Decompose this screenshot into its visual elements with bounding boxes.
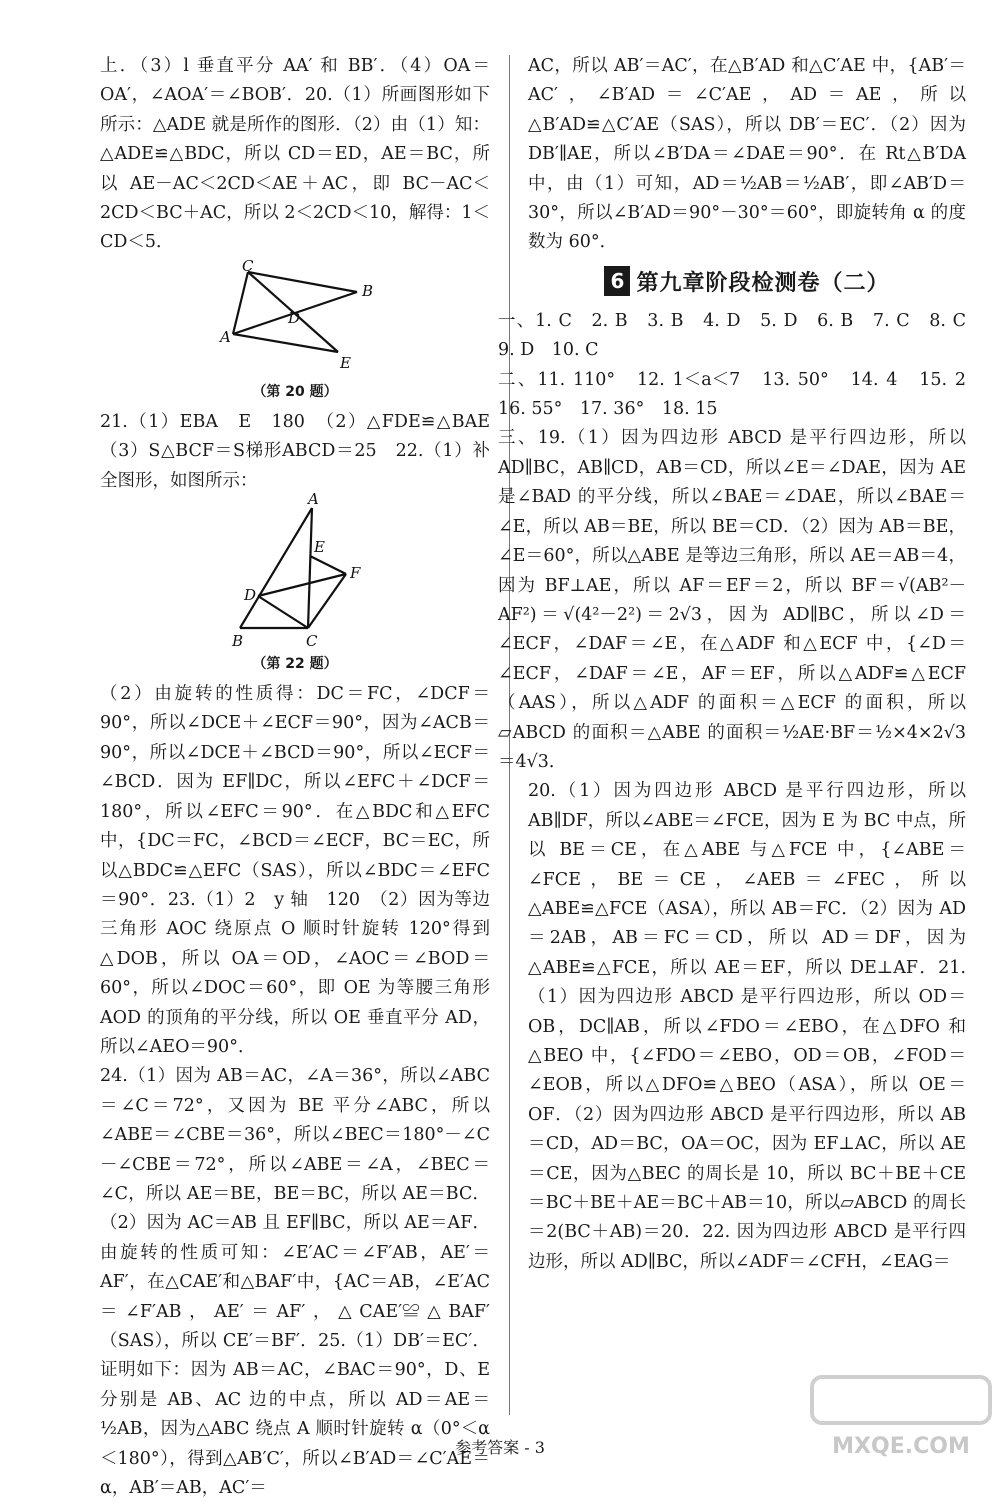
figure-22: [100, 490, 490, 652]
answer-text-left-3: （2）由旋转的性质得：DC＝FC，∠DCF＝90°，所以∠DCE＋∠ECF＝90°，因为∠ACB＝90°，所以∠DCE＋∠BCD＝90°，所以∠ECF＝∠BCD．因为 EF∥DC，所以∠EFC＋∠DCF＝180°，所以∠EFC＝90°．在△BDC和△EFC 中，{DC＝FC，∠BCD＝∠ECF，BC＝EC，所以△BDC≌△EFC（SAS），所以∠BDC＝∠EFC＝90°．23.（1）2 y 轴 120 （2）因为等边三角形 AOC 绕原点 O 顺时针旋转 120°得到△DOB，所以 OA＝OD，∠AOC＝∠BOD＝60°，所以∠DOC＝60°，即 OE 为等腰三角形 AOD 的顶角的平分线，所以 OE 垂直平分 AD，所以∠AEO＝90°．: [100, 684, 490, 1057]
answer-text-left-4: 24.（1）因为 AB＝AC，∠A＝36°，所以∠ABC＝∠C＝72°，又因为 BE 平分∠ABC，所以∠ABE＝∠CBE＝36°，所以∠BEC＝180°－∠C－∠CBE＝72°，所以∠ABE＝∠A，∠BEC＝∠C，所以 AE＝BE，BE＝BC，所以 AE＝BC．（2）因为 AC＝AB 且 EF∥BC，所以 AE＝AF．由旋转的性质可知：∠E′AC＝∠F′AB，AE′＝AF′，在△CAE′和△BAF′中，{AC＝AB，∠E′AC＝∠F′AB，AE′＝AF′，△CAE′≌△BAF′（SAS），所以 CE′＝BF′．25.（1）DB′＝EC′．证明如下：因为 AB＝AC，∠BAC＝90°，D、E 分别是 AB、AC 边的中点，所以 AD＝AE＝½AB，因为△ABC 绕点 A 顺时针旋转 α（0°＜α＜180°），得到△AB′C′，所以∠B′AD＝∠C′AE＝α，AB′＝AB，AC′＝: [100, 1066, 490, 1499]
fig22-label-B: B: [232, 632, 244, 651]
watermark-logo: [808, 1373, 994, 1461]
page-footer: 参考答案 - 3: [455, 1438, 545, 1457]
figure-20: [100, 256, 490, 380]
left-column: [100, 52, 490, 1503]
fig22-label-C: C: [306, 632, 318, 651]
fig22-label-E: E: [314, 538, 325, 557]
answers-part-2: 二、11. 110° 12. 1＜a＜7 13. 50° 14. 4 15. 2 16. 55° 17. 36° 18. 15: [498, 369, 984, 420]
fig20-label-A: A: [220, 327, 231, 346]
fig22-label-A: A: [308, 490, 319, 509]
fig20-label-C: C: [242, 256, 254, 275]
answer-text-right-20: 20.（1）因为四边形 ABCD 是平行四边形，所以 AB∥DF，所以∠ABE＝∠FCE，因为 E 为 BC 中点，所以 BE＝CE，在△ABE 与△FCE 中，{∠ABE＝∠FCE，BE＝CE，∠AEB＝∠FEC，所以△ABE≌△FCE（ASA），所以 AB＝FC．（2）因为 AD＝2AB，AB＝FC＝CD，所以 AD＝DF，因为△ABE≌△FCE，所以 AE＝EF，所以 DE⊥AF．21.（1）因为四边形 ABCD 是平行四边形，所以 OD＝OB，DC∥AB，所以∠FDO＝∠EBO，在△DFO 和△BEO 中，{∠FDO＝∠EBO，OD＝OB，∠FOD＝∠EOB，所以△DFO≌△BEO（ASA），所以 OE＝OF．（2）因为四边形 ABCD 是平行四边形，所以 AB＝CD，AD＝BC，OA＝OC，因为 EF⊥AC，所以 AE＝CE，因为△BEC 的周长是 10，所以 BC＋BE＋CE＝BC＋BE＋AE＝BC＋AB＝10，所以▱ABCD 的周长＝2(BC＋AB)＝20．22. 因为四边形 ABCD 是平行四边形，所以 AD∥BC，所以∠ADF＝∠CFH，∠EAG＝: [528, 781, 966, 1272]
fig20-label-D: D: [288, 308, 301, 327]
figure-22-caption: （第 22 题）: [252, 656, 338, 673]
fig20-label-B: B: [362, 281, 374, 300]
section-number-badge: 6: [604, 266, 630, 296]
answers-part-3: 三、19.（1）因为四边形 ABCD 是平行四边形，所以 AD∥BC，AB∥CD，AB＝CD，所以∠E＝∠DAE，因为 AE 是∠BAD 的平分线，所以∠BAE＝∠DAE，所以∠BAE＝∠E，所以 AB＝BE，所以 BE＝CD．（2）因为 AB＝BE，∠E＝60°，所以△ABE 是等边三角形，所以 AE＝AB＝4，因为 BF⊥AE，所以 AF＝EF＝2，所以 BF＝√(AB²－AF²)＝√(4²－2²)＝2√3，因为 AD∥BC，所以∠D＝∠ECF，∠DAF＝∠E，在△ADF 和△ECF 中，{∠D＝∠ECF，∠DAF＝∠E，AF＝EF，所以△ADF≌△ECF（AAS），所以△ADF 的面积＝△ECF 的面积，所以▱ABCD 的面积＝△ABE 的面积＝½AE·BF＝½×4×2√3＝4√3．: [498, 428, 966, 772]
figure-22-lines: [240, 508, 346, 628]
figure-20-caption: （第 20 题）: [252, 383, 338, 400]
answer-text-right-1: AC，所以 AB′＝AC′，在△B′AD 和△C′AE 中，{AB′＝AC′，∠B′AD＝∠C′AE，AD＝AE，所以△B′AD≌△C′AE（SAS），所以 DB′＝EC′．（2）因为 DB′∥AE，所以∠B′DA＝∠DAE＝90°．在 Rt△B′DA 中，由（1）可知，AD＝½AB＝½AB′，即∠AB′D＝30°，所以∠B′AD＝90°－30°＝60°，即旋转角 α 的度数为 60°．: [528, 56, 966, 253]
answer-text-left-1: 上．（3）l 垂直平分 AA′ 和 BB′．（4）OA＝OA′，∠AOA′＝∠BOB′．20.（1）所画图形如下所示：△ADE 就是所作的图形．（2）由（1）知：△ADE≌△BDC，所以 CD＝ED，AE＝BC，所以 AE－AC＜2CD＜AE＋AC，即 BC－AC＜2CD＜BC＋AC，所以 2＜2CD＜10，解得：1＜CD＜5．: [100, 56, 490, 253]
right-column: [498, 52, 984, 1277]
section-title: 第九章阶段检测卷（二）: [636, 270, 890, 296]
watermark-text: MXQE.COM: [832, 1434, 970, 1459]
answer-text-left-2: 21.（1）EBA E 180 （2）△FDE≌△BAE（3）S△BCF＝S梯形ABCD＝25 22.（1）补全图形，如图所示：: [100, 411, 490, 491]
answers-part-1: 一、1. C 2. B 3. B 4. D 5. D 6. B 7. C 8. C 9. D 10. C: [498, 310, 984, 361]
fig22-label-F: F: [350, 564, 361, 583]
fig22-label-D: D: [244, 586, 257, 605]
section-header: [528, 266, 966, 297]
fig20-label-E: E: [340, 353, 351, 372]
